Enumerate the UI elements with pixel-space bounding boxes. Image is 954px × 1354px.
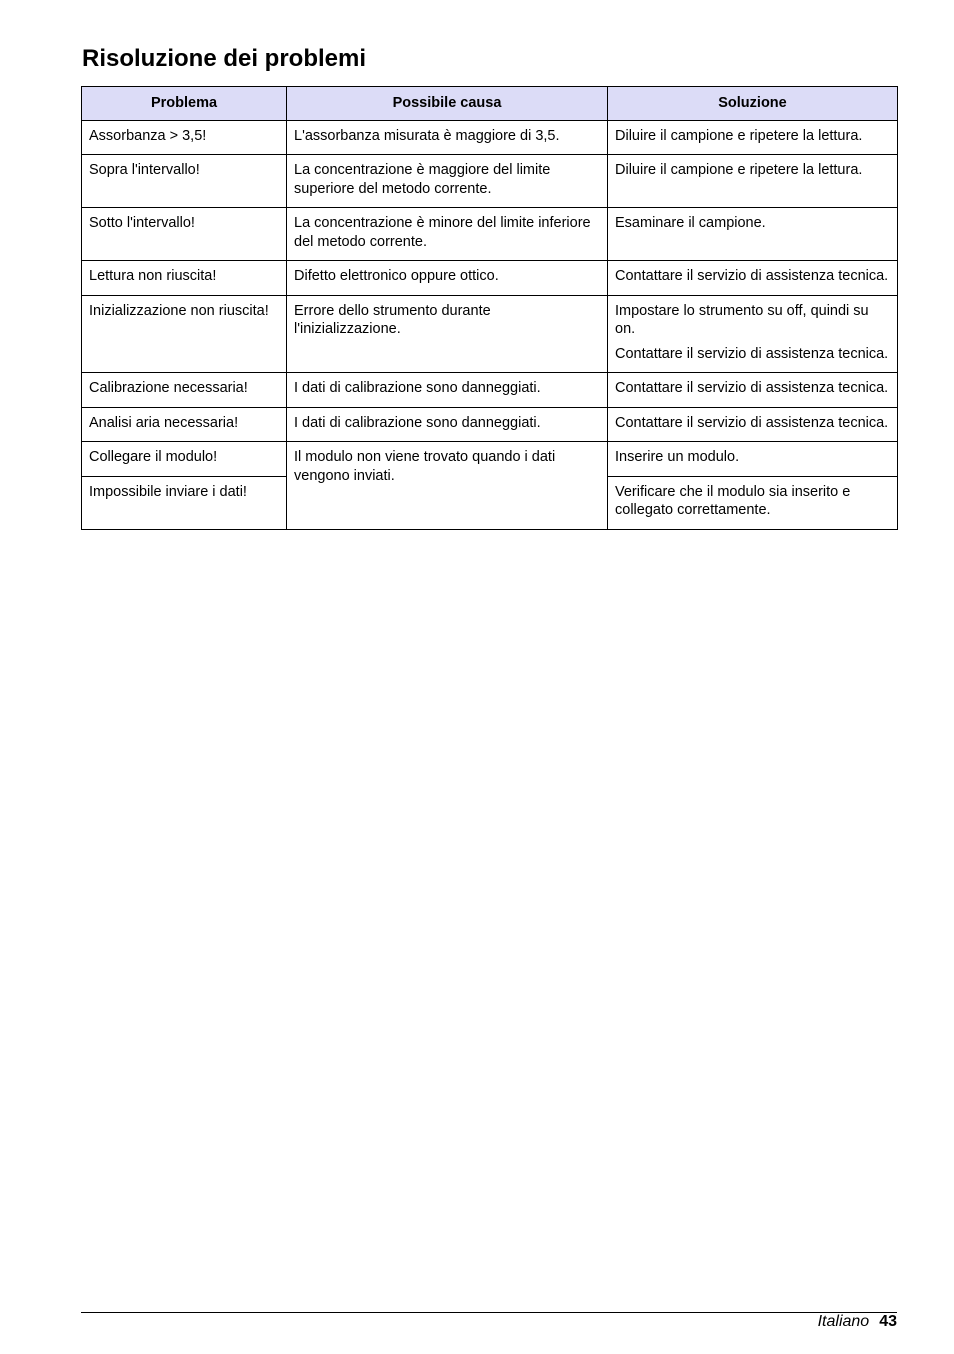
- solution-paragraph: Contattare il servizio di assistenza tecnica.: [615, 414, 889, 431]
- footer-rule: [81, 1312, 897, 1313]
- header-solution: Soluzione: [608, 87, 898, 121]
- cell-solution: [608, 261, 898, 296]
- solution-paragraph: Verificare che il modulo sia inserito e collegato correttamente.: [615, 483, 851, 518]
- table-row: [82, 120, 898, 155]
- solution-paragraph: Diluire il campione e ripetere la lettura.: [615, 127, 863, 144]
- table-row: [82, 155, 898, 208]
- cell-cause: La concentrazione è minore del limite inferiore del metodo corrente.: [287, 208, 608, 261]
- cell-cause: Errore dello strumento durante l'inizializzazione.: [287, 295, 608, 373]
- table-row: [82, 261, 898, 296]
- solution-paragraph: Impostare lo strumento su off, quindi su on.: [615, 302, 869, 337]
- solution-paragraph: Inserire un modulo.: [615, 449, 740, 465]
- table-row: [82, 407, 898, 442]
- cell-problem: Inizializzazione non riuscita!: [82, 295, 287, 373]
- cell-cause: I dati di calibrazione sono danneggiati.: [287, 373, 608, 408]
- solution-paragraph: Contattare il servizio di assistenza tecnica.: [615, 345, 889, 362]
- page-footer: [818, 1312, 897, 1332]
- cell-cause: Difetto elettronico oppure ottico.: [287, 261, 608, 296]
- cell-solution: [608, 295, 898, 373]
- cell-cause: L'assorbanza misurata è maggiore di 3,5.: [287, 120, 608, 155]
- header-problem: Problema: [82, 87, 287, 121]
- solution-paragraph: Esaminare il campione.: [615, 215, 766, 231]
- header-cause: Possibile causa: [287, 87, 608, 121]
- cell-solution: [608, 407, 898, 442]
- cell-problem: Sopra l'intervallo!: [82, 155, 287, 208]
- table-row: [82, 295, 898, 373]
- troubleshooting-table: [81, 86, 898, 530]
- table-body: [82, 120, 898, 529]
- cell-problem: Lettura non riuscita!: [82, 261, 287, 296]
- solution-paragraph: Diluire il campione e ripetere la lettura.: [615, 162, 863, 178]
- cell-cause: Il modulo non viene trovato quando i dati vengono inviati.: [287, 442, 608, 530]
- table-row: [82, 373, 898, 408]
- cell-solution: [608, 373, 898, 408]
- cell-problem: Sotto l'intervallo!: [82, 208, 287, 261]
- cell-solution: [608, 120, 898, 155]
- cell-solution: [608, 208, 898, 261]
- table-row: [82, 208, 898, 261]
- cell-problem: Assorbanza > 3,5!: [82, 120, 287, 155]
- solution-paragraph: Contattare il servizio di assistenza tecnica.: [615, 268, 889, 284]
- cell-solution: [608, 155, 898, 208]
- cell-cause: La concentrazione è maggiore del limite superiore del metodo corrente.: [287, 155, 608, 208]
- cell-problem: Collegare il modulo!: [82, 442, 287, 477]
- page-number: 43: [879, 1313, 897, 1330]
- cell-problem: Analisi aria necessaria!: [82, 407, 287, 442]
- cell-problem: Calibrazione necessaria!: [82, 373, 287, 408]
- solution-paragraph: Contattare il servizio di assistenza tecnica.: [615, 380, 889, 396]
- cell-problem: Impossibile inviare i dati!: [82, 476, 287, 529]
- table-row: [82, 442, 898, 477]
- cell-solution: [608, 476, 898, 529]
- cell-cause: I dati di calibrazione sono danneggiati.: [287, 407, 608, 442]
- page-title: Risoluzione dei problemi: [82, 45, 367, 72]
- footer-language: Italiano: [817, 1313, 870, 1330]
- table-header-row: [82, 87, 898, 121]
- cell-solution: [608, 442, 898, 477]
